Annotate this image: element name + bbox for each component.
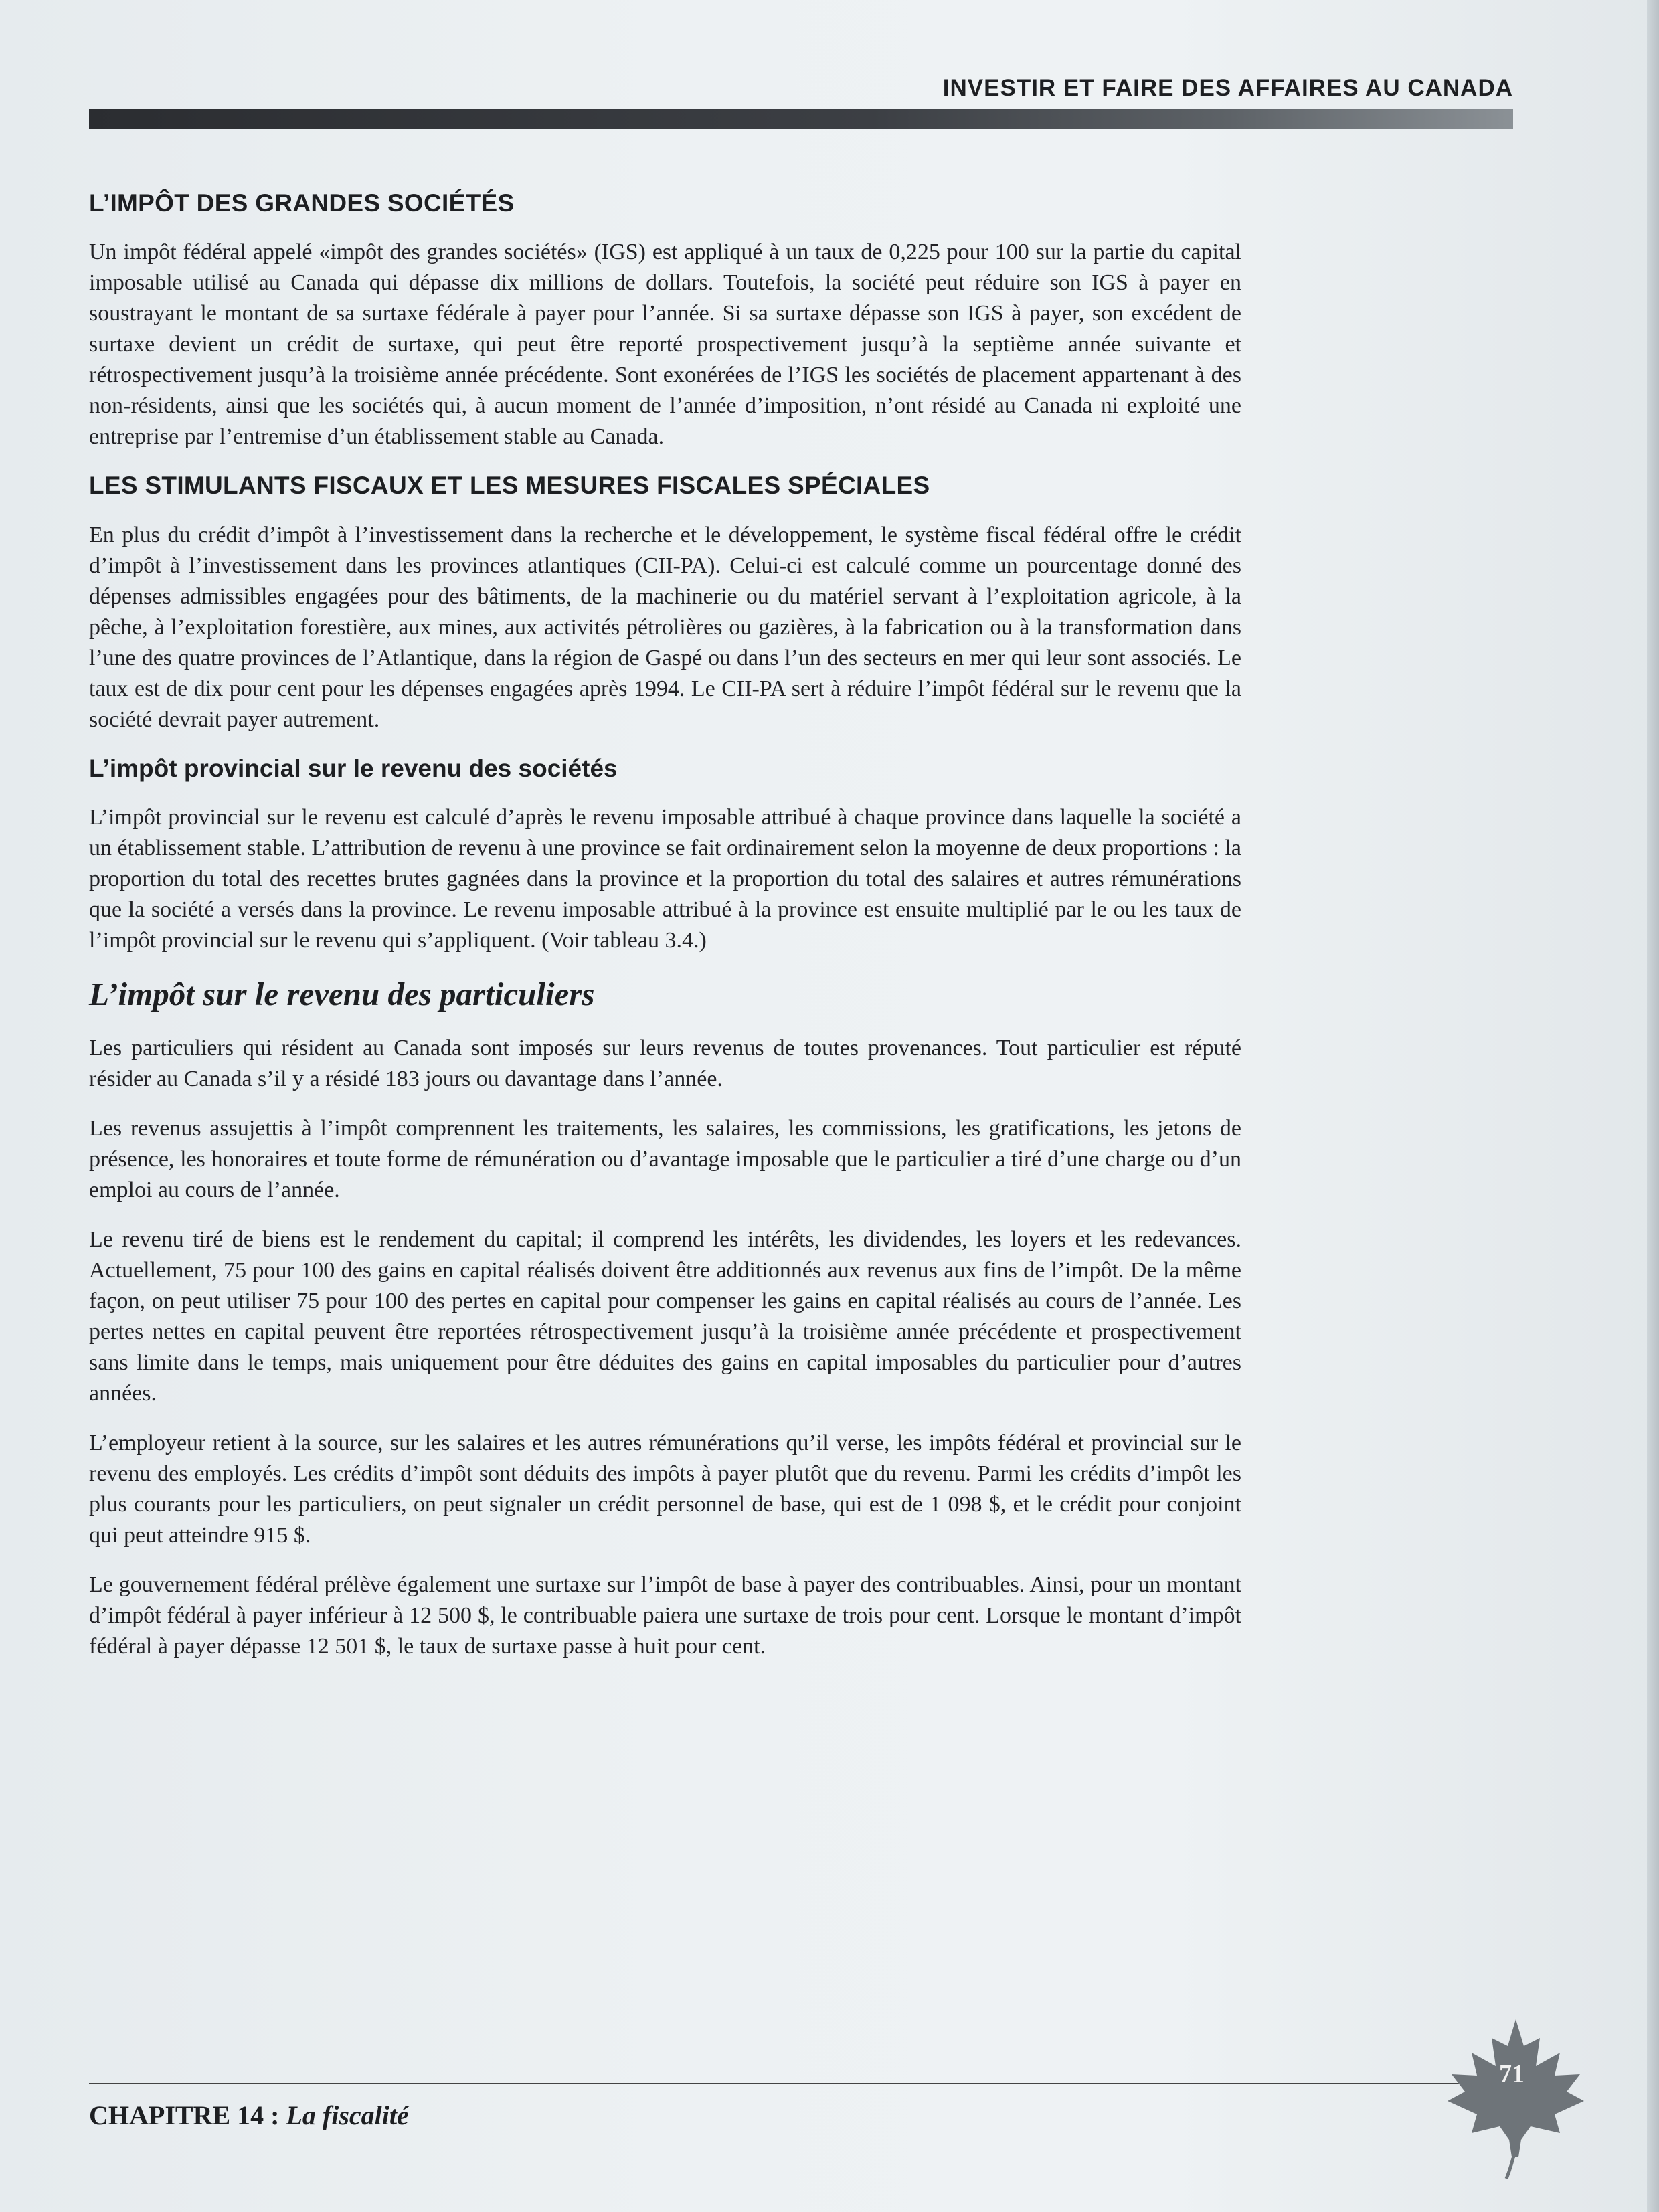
heading-stimulants-fiscaux: LES STIMULANTS FISCAUX ET LES MESURES FISCALES SPÉCIALES bbox=[89, 472, 930, 500]
page-edge-shadow bbox=[1647, 0, 1659, 2212]
paragraph-stimulants: En plus du crédit d’impôt à l’investissement dans la recherche et le développement, le système fiscal fédéral offre le crédit d’impôt à l’investissement dans les provinces atlantiques (CII-PA). Celui-ci est calculé comme un pourcentage donné des dépenses admissibles engagées pour des bâtiments, de la machinerie ou du matériel servant à l’exploitation agricole, à la pêche, à l’exploitation forestière, aux mines, aux activités pétrolières ou gazières, à la fabrication ou à la transformation dans l’une des quatre provinces de l’Atlantique, dans la région de Gaspé ou dans l’un des secteurs en mer qui leur sont associés. Le taux est de dix pour cent pour les dépenses engagées après 1994. Le CII-PA sert à réduire l’impôt fédéral sur le revenu que la société devrait payer autrement. bbox=[89, 522, 1241, 732]
paragraph-retenue-source: L’employeur retient à la source, sur les salaires et les autres rémunérations qu’il verse, les impôts fédéral et provincial sur le revenu des employés. Les crédits d’impôt sont déduits des impôts à payer plutôt que du revenu. Parmi les crédits d’impôt les plus courants pour les particuliers, on peut signaler un crédit personnel de base, qui est de 1 098 $, et le crédit pour conjoint qui peut atteindre 915 $. bbox=[89, 1430, 1241, 1548]
header-bar bbox=[89, 109, 1513, 129]
footer-chapter bbox=[89, 2100, 409, 2131]
heading-impot-provincial: L’impôt provincial sur le revenu des sociétés bbox=[89, 754, 618, 782]
paragraph-surtaxe: Le gouvernement fédéral prélève également une surtaxe sur l’impôt de base à payer des contribuables. Ainsi, pour un montant d’impôt fédéral à payer inférieur à 12 500 $, le contribuable paiera une surtaxe de trois pour cent. Lorsque le montant d’impôt fédéral à payer dépasse 12 501 $, le taux de surtaxe passe à huit pour cent. bbox=[89, 1572, 1241, 1659]
footer-rule bbox=[89, 2083, 1468, 2084]
main-content bbox=[89, 189, 1241, 1681]
paragraph-igs: Un impôt fédéral appelé «impôt des grandes sociétés» (IGS) est appliqué à un taux de 0,225 pour 100 sur la partie du capital imposable utilisé au Canada qui dépasse dix millions de dollars. Toutefois, la société peut réduire son IGS à payer en soustrayant le montant de sa surtaxe fédérale à payer pour l’année. Si sa surtaxe dépasse son IGS à payer, son excédent de surtaxe devient un crédit de surtaxe, qui peut être reporté prospectivement jusqu’à la septième année suivante et rétrospectivement jusqu’à la troisième année précédente. Sont exonérées de l’IGS les sociétés de placement appartenant à des non-résidents, ainsi que les sociétés qui, à aucun moment de l’année d’imposition, n’ont résidé au Canada ni exploité une entreprise par l’entremise d’un établissement stable au Canada. bbox=[89, 240, 1241, 450]
running-header-title: INVESTIR ET FAIRE DES AFFAIRES AU CANADA bbox=[942, 75, 1513, 101]
footer-chapter-label: CHAPITRE 14 : bbox=[89, 2100, 280, 2130]
maple-leaf-icon bbox=[1442, 2014, 1589, 2181]
paragraph-revenu-biens: Le revenu tiré de biens est le rendement du capital; il comprend les intérêts, les dividendes, les loyers et les redevances. Actuellement, 75 pour 100 des gains en capital réalisés doivent être additionnés aux revenus aux fins de l’impôt. De la même façon, on peut utiliser 75 pour 100 des pertes en capital pour compenser les gains en capital réalisés au cours de l’année. Les pertes nettes en capital peuvent être reportées rétrospectivement jusqu’à la troisième année précédente et prospectivement sans limite dans le temps, mais uniquement pour être déduites des gains en capital imposables du particulier pour d’autres années. bbox=[89, 1226, 1241, 1406]
heading-impot-grandes-societes: L’IMPÔT DES GRANDES SOCIÉTÉS bbox=[89, 189, 515, 217]
footer-chapter-title: La fiscalité bbox=[286, 2100, 409, 2130]
page-number: 71 bbox=[1499, 2060, 1524, 2088]
paragraph-revenus-assujettis: Les revenus assujettis à l’impôt comprennent les traitements, les salaires, les commissions, les gratifications, les jetons de présence, les honoraires et toute forme de rémunération ou d’avantage imposable que le particulier a tiré d’une charge ou d’un emploi au cours de l’année. bbox=[89, 1115, 1241, 1202]
heading-impot-particuliers: L’impôt sur le revenu des particuliers bbox=[89, 976, 595, 1013]
paragraph-residence: Les particuliers qui résident au Canada sont imposés sur leurs revenus de toutes provenances. Tout particulier est réputé résider au Canada s’il y a résidé 183 jours ou davantage dans l’année. bbox=[89, 1035, 1241, 1091]
paragraph-provincial: L’impôt provincial sur le revenu est calculé d’après le revenu imposable attribué à chaque province dans laquelle la société a un établissement stable. L’attribution de revenu à une province se fait ordinairement selon la moyenne de deux proportions : la proportion du total des recettes brutes gagnées dans la province et la proportion du total des salaires et autres rémunérations que la société a versés dans la province. Le revenu imposable attribué à la province est ensuite multiplié par le ou les taux de l’impôt provincial sur le revenu qui s’appliquent. (Voir tableau 3.4.) bbox=[89, 805, 1241, 953]
